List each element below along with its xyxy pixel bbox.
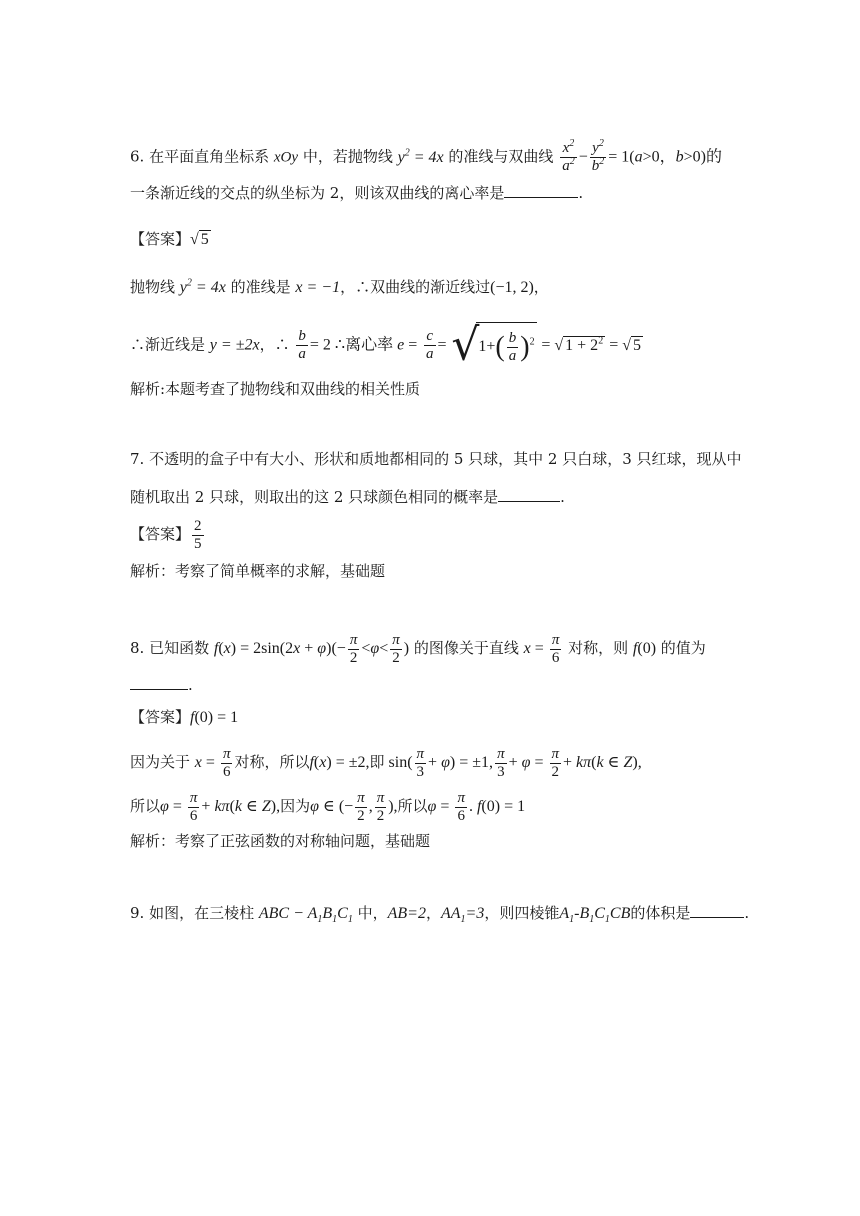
- answer-label: 【答案】: [130, 525, 191, 543]
- q8-solution-2: 所以φ = $\frac{\pi}{6}$ + kπ(k ∈ Z),因为φ ∈ (− $\frac{\pi}{2}$ , $\frac{\pi}{2}$ ),所以φ = $\frac{\pi}{6}$ . f(0) = 1: [130, 789, 526, 824]
- q8-solution-1: 因为关于 x = $\frac{\pi}{6}$ 对称，所以f(x) = ±2,即 sin( $\frac{\pi}{3}$ + φ) = ±1, $\frac{\pi}{3}$ + φ = $\frac{\pi}{2}$ + kπ(k ∈ Z),: [130, 745, 642, 780]
- q8-line-1: 8. 已知函数 f(x) = 2sin(2x + φ)(− $\frac{\pi}{2}$ <φ< $\frac{\pi}{2}$ ) 的图像关于直线 x = $\frac{\pi}{6}$ 对称，则 f(0) 的值为: [130, 631, 706, 666]
- q7-analysis: 解析：考察了简单概率的求解，基础题: [130, 562, 386, 580]
- answer-blank: [498, 487, 560, 502]
- answer-blank: [690, 903, 744, 918]
- q7-line-2: 随机取出 2 只球，则取出的这 2 只球颜色相同的概率是 .: [130, 488, 565, 506]
- q8-answer: 【答案】f(0) = 1: [130, 708, 239, 726]
- hyperbola-x-term: $\frac{x^2}{a^2}$: [562, 138, 575, 174]
- q6-line-2: 一条渐近线的交点的纵坐标为 2，则该双曲线的离心率是 .: [130, 184, 584, 202]
- q6-line-1: 6. 在平面直角坐标系 xOy 中，若抛物线 $y^2 = 4x$ 的准线与双曲线 $\frac{x^2}{a^2}$ − $\frac{y^2}{b^2}$ = 1(a>0，b>0)的: [130, 138, 722, 174]
- q7-line-1: 7. 不透明的盒子中有大小、形状和质地都相同的 5 只球，其中 2 只白球，3 只红球，现从中: [130, 450, 742, 468]
- answer-blank: [130, 675, 188, 690]
- q8-line-2: .: [130, 674, 193, 696]
- q6-solution-2: ∴渐近线是 y = ±2x，∴ $\frac{b}{a}$ = 2 ∴离心率 e = $\frac{c}{a}$ = √1+( $\frac{b}{a}$ )$^2$ = √ $1 + 2^2$ = √ 5: [130, 319, 641, 371]
- answer-label: 【答案】: [130, 708, 191, 726]
- q6-number: 6.: [130, 147, 145, 166]
- q8-analysis: 解析：考察了正弦函数的对称轴问题，基础题: [130, 832, 431, 850]
- q6-solution-1: 抛物线 $y^2 = 4x$ 的准线是 x = −1，∴双曲线的渐近线过(−1, 2)，: [130, 277, 549, 296]
- q6-analysis: 解析:本题考查了抛物线和双曲线的相关性质: [130, 380, 421, 398]
- answer-blank: [504, 183, 578, 198]
- q6-answer: 【答案】√ 5: [130, 230, 209, 248]
- q9-line-1: 9. 如图，在三棱柱 ABC − $A_1B_1C_1$ 中，AB=2，$AA_1=3$，则四棱锥$A_1-B_1C_1CB$的体积是 .: [130, 904, 750, 926]
- q7-answer: 【答案】 $\frac{2}{5}$: [130, 517, 202, 552]
- answer-label: 【答案】: [130, 230, 191, 248]
- hyperbola-y-term: $\frac{y^2}{b^2}$: [591, 138, 605, 174]
